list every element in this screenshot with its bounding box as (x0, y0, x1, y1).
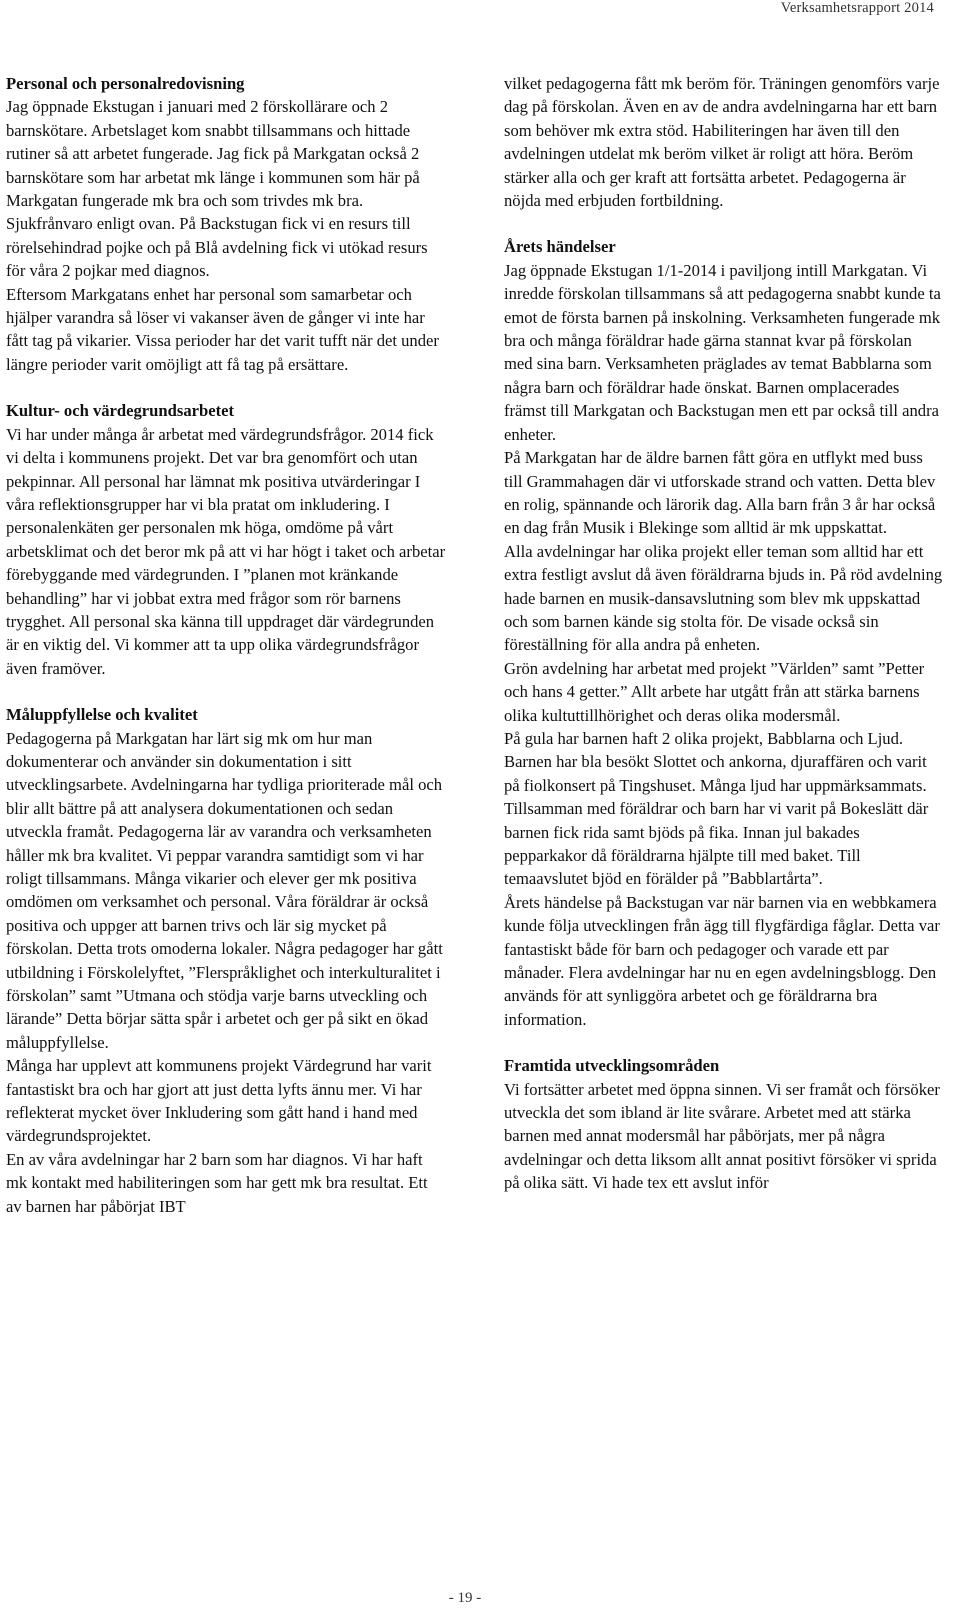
paragraph: På Markgatan har de äldre barnen fått göra en utflykt med buss till Grammahagen där vi utforskade strand och vatten. Detta blev en rolig, spännande och lärorik dag. Alla barn från 3 år har också en dag från Musik i Blekinge som alltid är mk uppskattat. (504, 448, 936, 538)
paragraph: vilket pedagogerna fått mk beröm för. Träningen genomförs varje dag på förskolan. Även en av de andra avdelningarna har ett barn som behöver mk extra stöd. Habiliteringen har även till den avdelningen utdelat mk beröm vilket är roligt att höra. Beröm stärker alla och ger kraft att fortsätta arbetet. Pedagogerna är nöjda med erbjuden fortbildning. (504, 74, 940, 211)
paragraph: Alla avdelningar har olika projekt eller teman som alltid har ett extra festligt avslut då även föräldrarna bjuds in. På röd avdelning hade barnen en musik-dansavslutning som blev mk uppskattad och som barnen kände sig stolta för. De visade också sin föreställning för alla andra på enheten. (504, 541, 943, 655)
page-number: - 19 - (448, 1590, 482, 1606)
section-heading-arets-handelser: Årets händelser (504, 237, 616, 257)
paragraph: Grön avdelning har arbetat med projekt ”Världen” samt ”Petter och hans 4 getter.” Allt arbete har utgått från att stärka barnens olika kultuttillhörighet och deras olika modersmål. (504, 658, 925, 725)
paragraph: Eftersom Markgatans enhet har personal som samarbetar och hjälper varandra så löser vi vakanser även de gånger vi inte har fått tag på vikarier. Vissa perioder har det varit tufft när det under längre perioder varit omöjligt att få tag på ersättare. (6, 284, 439, 374)
paragraph: Årets händelse på Backstugan var när barnen via en webbkamera kunde följa utvecklingen från ägg till flygfärdiga fåglar. Detta var fantastiskt både för barn och pedagoger och varade ett par månader. Flera avdelningar har nu en egen avdelningsblogg. Den används för att synliggöra arbetet och ge föräldrarna bra information. (504, 892, 940, 1029)
paragraph: Jag öppnade Ekstugan i januari med 2 förskollärare och 2 barnskötare. Arbetslaget kom snabbt tillsammans och hittade rutiner så att arbetet fungerade. Jag fick på Markgatan också 2 barnskötare som har arbetat mk länge i kommunen som här på Markgatan fungerade mk bra och som trivdes mk bra. Sjukfrånvaro enligt ovan. På Backstugan fick vi en resurs till rörelsehindrad pojke och på Blå avdelning fick vi utökad resurs för våra 2 pojkar med diagnos. (6, 97, 428, 281)
section-heading-maluppfyllelse: Måluppfyllelse och kvalitet (6, 705, 198, 725)
paragraph: Många har upplevt att kommunens projekt Värdegrund har varit fantastiskt bra och har gjort att just detta lyfts ännu mer. Vi har reflekterat mycket över Inkludering som gått hand i hand med värdegrundsprojektet. (6, 1056, 432, 1146)
paragraph: Vi fortsätter arbetet med öppna sinnen. Vi ser framåt och försöker utveckla det som ibland är lite svårare. Arbetet med att stärka barnen med annat modersmål har påbörjats, mer på några avdelningar och detta liksom allt annat positivt försöker vi sprida på olika sätt. Vi hade tex ett avslut inför (504, 1079, 940, 1193)
section-heading-framtida: Framtida utvecklingsområden (504, 1056, 720, 1076)
left-column (6, 72, 446, 1218)
right-column (504, 72, 944, 1195)
section-heading-personal: Personal och personalredovisning (6, 74, 245, 93)
paragraph: På gula har barnen haft 2 olika projekt, Babblarna och Ljud. Barnen har bla besökt Slottet och ankorna, djuraffären och varit på fiolkonsert på Tingshuset. Många ljud har uppmärksammats. Tillsamman med föräldrar och barn har vi varit på Bokeslätt där barnen fick rida samt bjöds på fika. Innan jul bakades pepparkakor då föräldrarna hjälpte till med baket. Till temaavslutet bjöd en förälder på ”Babblartårta”. (504, 728, 929, 889)
running-header: Verksamhetsrapport 2014 (780, 0, 934, 16)
paragraph: Vi har under många år arbetat med värdegrundsfrågor. 2014 fick vi delta i kommunens projekt. Det var bra genomfört och utan pekpinnar. All personal har lämnat mk positiva utvärderingar I våra reflektionsgrupper har vi bla pratat om inkludering. I personalenkäten ger personalen mk höga, omdöme på vårt arbetsklimat och det beror mk på att vi har högt i taket och arbetar förebyggande med värdegrunden. I ”planen mot kränkande behandling” har vi jobbat extra med frågor som rör barnens trygghet. All personal ska känna till uppdraget där värdegrunden är en viktig del. Vi kommer att ta upp olika värdegrundsfrågor även framöver. (6, 424, 446, 678)
section-heading-kultur: Kultur- och värdegrundsarbetet (6, 401, 234, 421)
paragraph: En av våra avdelningar har 2 barn som har diagnos. Vi har haft mk kontakt med habiliteringen som har gett mk bra resultat. Ett av barnen har påbörjat IBT (6, 1149, 428, 1216)
paragraph: Jag öppnade Ekstugan 1/1-2014 i paviljong intill Markgatan. Vi inredde förskolan tillsammans så att pedagogerna snabbt kunde ta emot de första barnen på inskolning. Verksamheten fungerade mk bra och många föräldrar hade gärna stannat kvar på förskolan med sina barn. Verksamheten präglades av temat Babblarna som några barn och föräldrar hade önskat. Barnen omplacerades främst till Markgatan och Backstugan men ett par också till andra enheter. (504, 260, 941, 444)
paragraph: Pedagogerna på Markgatan har lärt sig mk om hur man dokumenterar och använder sin dokumentation i sitt utvecklingsarbete. Avdelningarna har tydliga prioriterade mål och blir allt bättre på att analysera dokumentationen och sedan utveckla framåt. Pedagogerna lär av varandra och verksamheten håller mk bra kvalitet. Vi peppar varandra samtidigt som vi har roligt tillsammans. Många vikarier och elever ger mk positiva omdömen om verksamhet och personal. Våra föräldrar är också positiva och uppger att barnen trivs och lär sig mycket på förskolan. Detta trots omoderna lokaler. Några pedagoger har gått utbildning i Förskolelyftet, ”Flerspråklighet och interkulturalitet i förskolan” samt ”Utmana och stödja varje barns utveckling och lärande” Detta börjar sätta spår i arbetet och ger på sikt en ökad måluppfyllelse. (6, 728, 443, 1052)
